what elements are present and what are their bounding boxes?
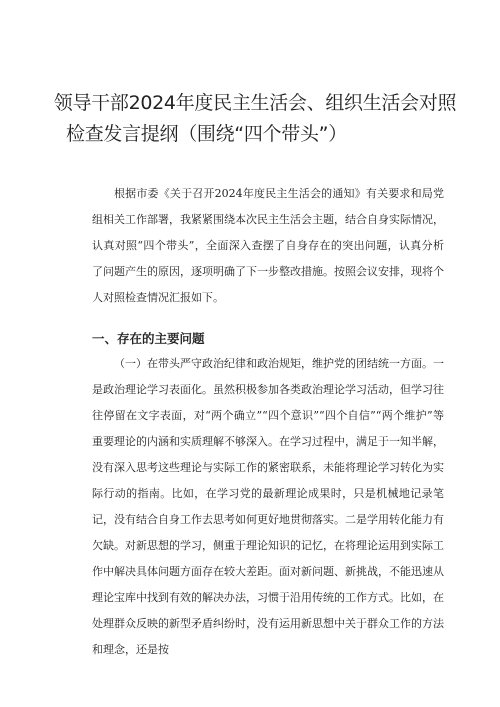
document-title	[50, 88, 460, 150]
body-paragraph: （一）在带头严守政治纪律和政治规矩，维护党的团结统一方面。一是政治理论学习表面化。虽然积极参加各类政治理论学习活动，但学习往往停留在文字表面，对“两个确立”“四个意识”“四个自信”“两个维护”等重要理论的内涵和实质理解不够深入。在学习过程中，满足于一知半解，没有深入思考这些理论与实际工作的紧密联系，未能将理论学习转化为实际行动的指南。比如，在学习党的最新理论成果时，只是机械地记录笔记，没有结合自身工作去思考如何更好地贯彻落实。二是学用转化能力有欠缺。对新思想的学习，侧重于理论知识的记忆，在将理论运用到实际工作中解决具体问题方面存在较大差距。面对新问题、新挑战，不能迅速从理论宝库中找到有效的解决办法，习惯于沿用传统的工作方式。比如，在处理群众反映的新型矛盾纠纷时，没有运用新思想中关于群众工作的方法和理念，还是按	[92, 357, 444, 656]
intro-paragraph: 根据市委《关于召开2024年度民主生活会的通知》有关要求和局党组相关工作部署，我紧紧围绕本次民主生活会主题，结合自身实际情况，认真对照“四个带头”，全面深入查摆了自身存在的突出问题，认真分析了问题产生的原因，逐项明确了下一步整改措施。按照会议安排，现将个人对照检查情况汇报如下。	[92, 187, 444, 304]
title-line-1: 领导干部2024年度民主生活会、组织生活会对照	[53, 92, 457, 114]
title-line-2: 检查发言提纲（围绕“四个带头”）	[66, 123, 347, 145]
section-heading: 一、存在的主要问题	[92, 331, 205, 346]
